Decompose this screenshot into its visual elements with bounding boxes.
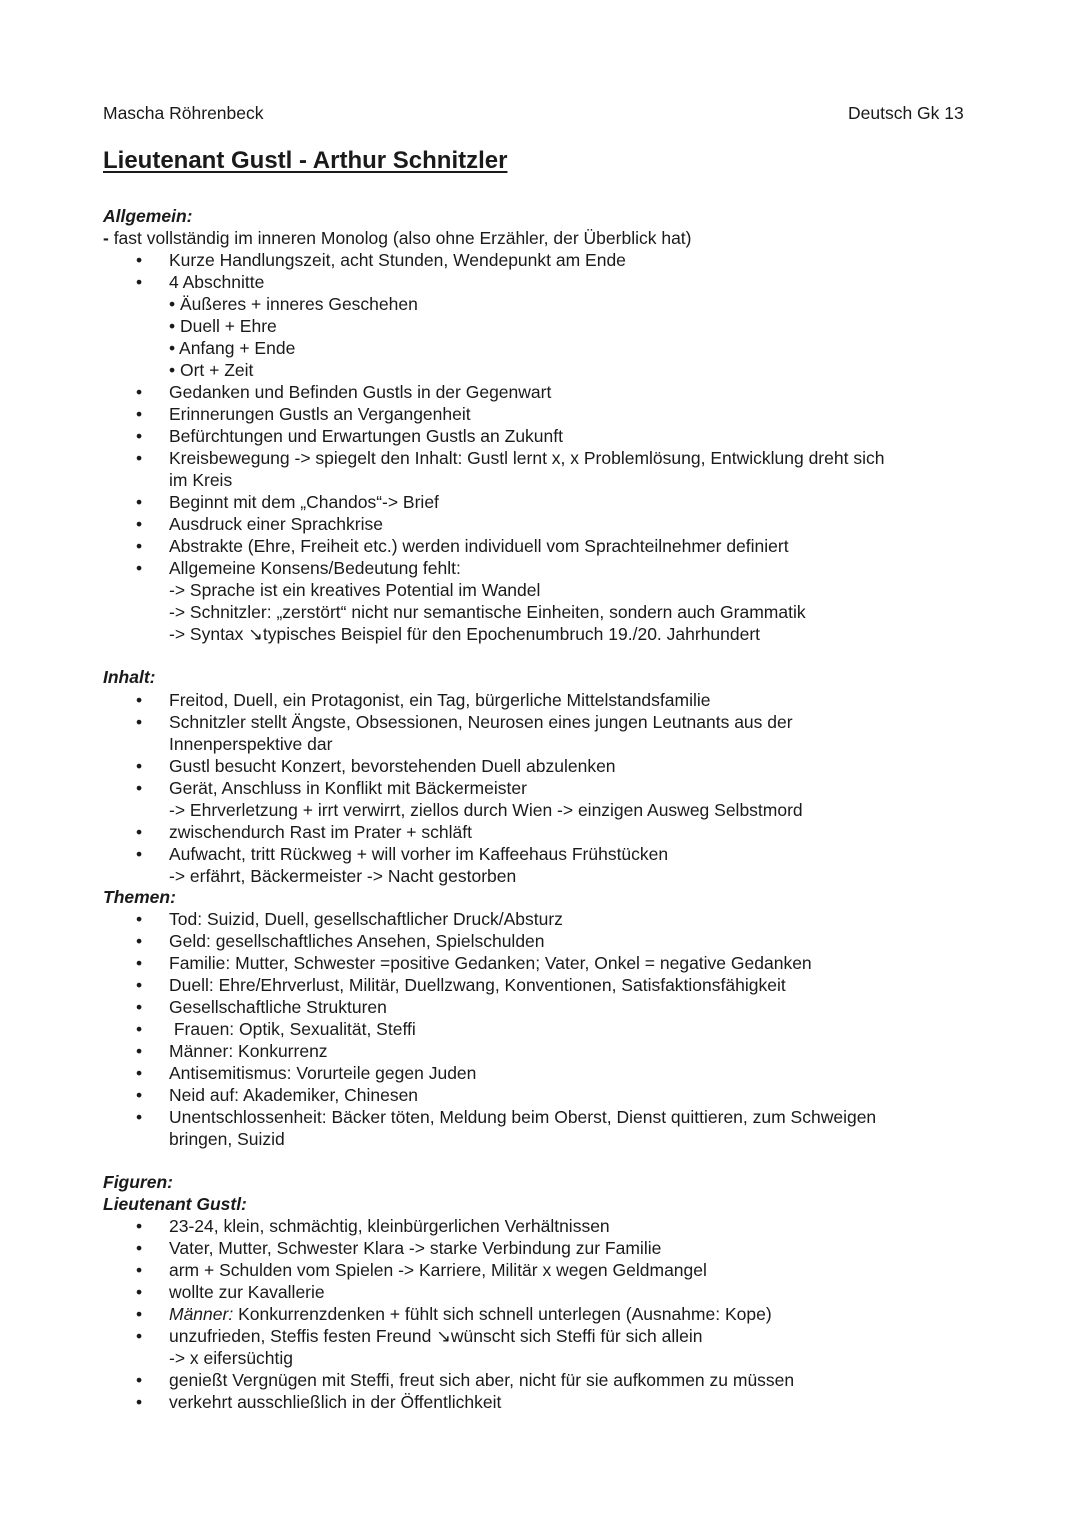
bullet-icon: • [136, 690, 143, 710]
list-item-continuation: -> Schnitzler: „zerstört“ nicht nur semantische Einheiten, sondern auch Grammatik [169, 602, 806, 622]
bullet-icon: • [136, 997, 143, 1017]
bullet-icon: • [136, 778, 143, 798]
bullet-icon: • [136, 1041, 143, 1061]
bullet-icon: • [136, 1063, 143, 1083]
list-item-continuation: -> Sprache ist ein kreatives Potential im Wandel [169, 580, 541, 600]
bullet-icon: • [136, 404, 143, 424]
list-item-continuation: -> Ehrverletzung + irrt verwirrt, ziellos durch Wien -> einzigen Ausweg Selbstmord [169, 800, 803, 820]
bullet-icon: • [136, 558, 143, 578]
bullet-icon: • [136, 1326, 143, 1346]
list-item-continuation: bringen, Suizid [169, 1129, 285, 1149]
list-item-continuation: -> Syntax ↘typisches Beispiel für den Epochenumbruch 19./20. Jahrhundert [169, 624, 761, 644]
section-heading-inhalt: Inhalt: [103, 667, 156, 687]
bullet-icon: • [136, 536, 143, 556]
course-name: Deutsch Gk 13 [848, 103, 964, 123]
bullet-icon: • [136, 1019, 143, 1039]
document-title: Lieutenant Gustl - Arthur Schnitzler [103, 147, 508, 174]
list-item-continuation: -> x eifersüchtig [169, 1348, 294, 1368]
bullet-icon: • [136, 975, 143, 995]
bullet-icon: • [136, 953, 143, 973]
bullet-icon: • [136, 382, 143, 402]
bullet-icon: • [136, 448, 143, 468]
sub-list-item: • Äußeres + inneres Geschehen [169, 294, 418, 314]
bullet-icon: • [136, 426, 143, 446]
bullet-icon: • [136, 931, 143, 951]
bullet-icon: • [136, 272, 143, 292]
intro-text: fast vollständig im inneren Monolog (also ohne Erzähler, der Überblick hat) [108, 228, 692, 248]
sub-list-item: • Ort + Zeit [169, 360, 254, 380]
bullet-icon: • [136, 822, 143, 842]
subsection-heading-gustl: Lieutenant Gustl: [103, 1194, 247, 1214]
sub-list-item: • Anfang + Ende [169, 338, 296, 358]
bullet-icon: • [136, 1370, 143, 1390]
list-item-continuation: Innenperspektive dar [169, 734, 333, 754]
bullet-icon: • [136, 1085, 143, 1105]
bullet-icon: • [136, 1107, 143, 1127]
section-heading-figuren: Figuren: [103, 1172, 173, 1192]
bullet-icon: • [136, 1216, 143, 1236]
bullet-icon: • [136, 1392, 143, 1412]
bullet-icon: • [136, 250, 143, 270]
author-name: Mascha Röhrenbeck [103, 103, 264, 123]
intro-dash: - [103, 228, 109, 248]
bullet-icon: • [136, 1238, 143, 1258]
emphasis-label: Männer: [169, 1304, 234, 1324]
sub-list-item: • Duell + Ehre [169, 316, 277, 336]
section-heading-themen: Themen: [103, 887, 176, 907]
list-item-continuation: im Kreis [169, 470, 233, 490]
bullet-icon: • [136, 1304, 143, 1324]
list-item-continuation: -> erfährt, Bäckermeister -> Nacht gestorben [169, 866, 517, 886]
bullet-icon: • [136, 909, 143, 929]
document-page: Mascha Röhrenbeck Deutsch Gk 13 Lieutenant Gustl - Arthur Schnitzler Allgemein: - fast vollständig im inneren Monolog (also ohne Erzähler, der Überblick hat) • Kurze Handlungszeit, acht Stunden, Wendepunkt am Ende • 4 Abschnitte • Äußeres + inneres Geschehen • Duell + Ehre • Anfang + Ende • Ort + Zeit • Gedanken und Befinden Gustls in der Gegenwart • Erinnerungen Gustls an Vergangenheit • Befürchtungen und Erwartungen Gustls an Zukunft • Kreisbewegung -> spiegelt den Inhalt: Gustl lernt x, x Problemlösung, Entwicklung dreht sich im Kreis • Beginnt mit dem „Chandos“-> Brief • Ausdruck einer Sprachkrise • Abstrakte (Ehre, Freiheit etc.) werden individuell vom Sprachteilnehmer definiert • Allgemeine Konsens/Bedeutung fehlt: -> Sprache ist ein kreatives Potential im Wandel -> Schnitzler: „zerstört“ nicht nur semantische Einheiten, sondern auch Grammatik -> Syntax ↘typisches Beispiel für den Epochenumbruch 19./20. Jahrhundert Inhalt: • Freitod, Duell, ein Protagonist, ein Tag, bürgerliche Mittelstandsfamilie • Schnitzler stellt Ängste, Obsessionen, Neurosen eines jungen Leutnants aus der Innenperspektive dar • Gustl besucht Konzert, bevorstehenden Duell abzulenken • Gerät, Anschluss in Konflikt mit Bäckermeister -> Ehrverletzung + irrt verwirrt, ziellos durch Wien -> einzigen Ausweg Selbstmord • zwischendurch Rast im Prater + schläft • Aufwacht, tritt Rückweg + will vorher im Kaffeehaus Frühstücken -> erfährt, Bäckermeister -> Nacht gestorben Themen: • Tod: Suizid, Duell, gesellschaftlicher Druck/Absturz • Geld: gesellschaftliches Ansehen, Spielschulden • Familie: Mutter, Schwester =positive Gedanken; Vater, Onkel = negative Gedanken • Duell: Ehre/Ehrverlust, Militär, Duellzwang, Konventionen, Satisfaktionsfähigkeit • Gesellschaftliche Strukturen • Frauen: Optik, Sexualität, Steffi • Männer: Konkurrenz • Antisemitismus: Vorurteile gegen Juden • Neid auf: Akademiker, Chinesen • Unentschlossenheit: Bäcker töten, Meldung beim Oberst, Dienst quittieren, zum Schweigen bringen, Suizid Figuren: Lieutenant Gustl: • 23-24, klein, schmächtig, kleinbürgerlichen Verhältnissen • Vater, Mutter, Schwester Klara -> starke Verbindung zur Familie • arm + Schulden vom Spielen -> Karriere, Militär x wegen Geldmangel • wollte zur Kavallerie • Männer: Konkurrenzdenken + fühlt sich schnell unterlegen (Ausnahme: Kope) • unzufrieden, Steffis festen Freund ↘wünscht sich Steffi für sich allein -> x eifersüchtig • genießt Vergnügen mit Steffi, freut sich aber, nicht für sie aufkommen zu müssen • verkehrt ausschließlich in der Öffentlichkeit [103, 103, 964, 1412]
section-heading-allgemein: Allgemein: [103, 206, 193, 226]
bullet-icon: • [136, 712, 143, 732]
list-item-text: Konkurrenzdenken + fühlt sich schnell unterlegen (Ausnahme: Kope) [233, 1304, 772, 1324]
allgemein-intro [103, 227, 692, 249]
bullet-icon: • [136, 514, 143, 534]
bullet-icon: • [136, 756, 143, 776]
bullet-icon: • [136, 492, 143, 512]
bullet-icon: • [136, 1260, 143, 1280]
bullet-icon: • [136, 1282, 143, 1302]
bullet-icon: • [136, 844, 143, 864]
